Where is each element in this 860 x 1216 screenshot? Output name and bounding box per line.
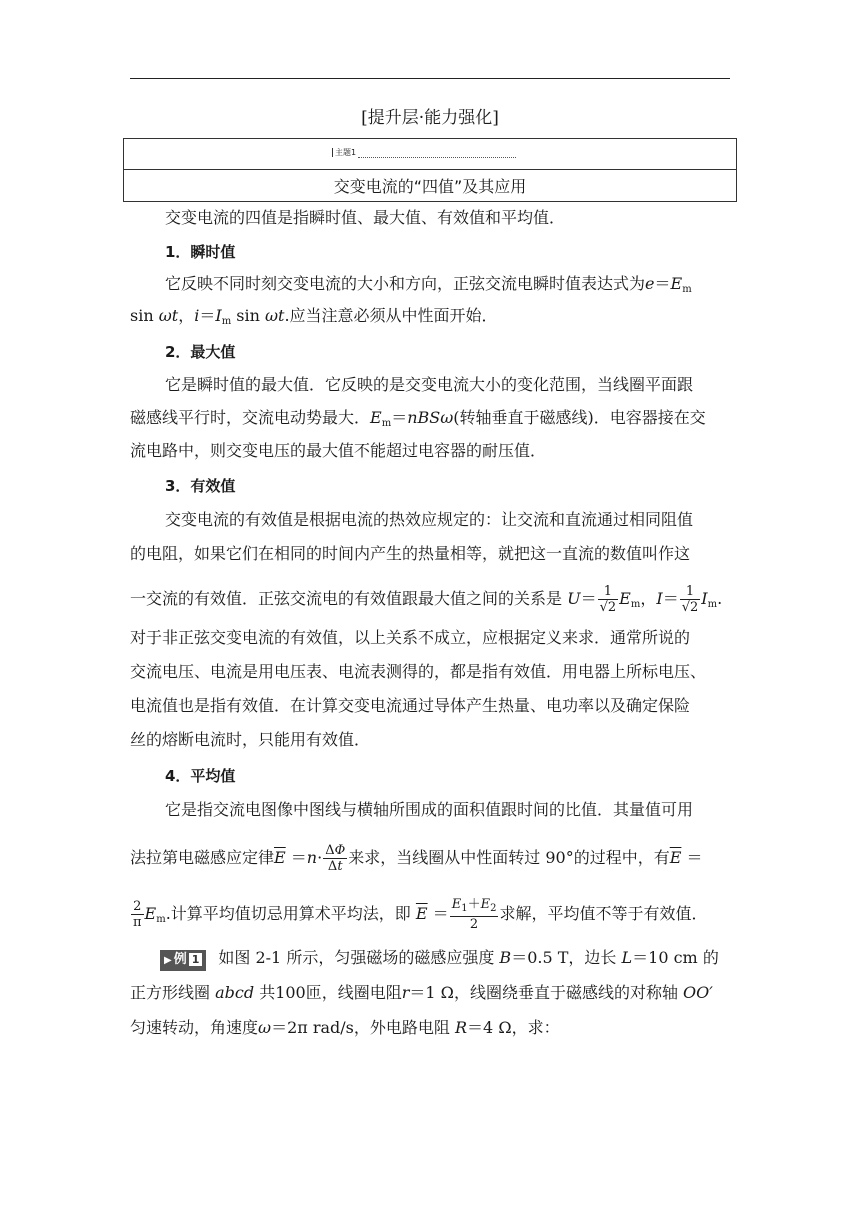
paragraph-maximum-line3: 流电路中，则交变电压的最大值不能超过电容器的耐压值． (130, 441, 547, 460)
paragraph-average-line3: $\frac{2}{\pi}$ $E_m$.计算平均值切忌用算术平均法，即 $\overline{E}$ ＝ $\frac{E_1+E_2}{2}$ 求解，平均值不等于有效值． (133, 897, 708, 932)
intro-text: 交变电流的四值是指瞬时值、最大值、有效值和平均值． (165, 208, 566, 227)
heading-maximum: 2．最大值 (165, 343, 236, 361)
topic-tag: 主题1 (332, 147, 516, 158)
topic-box (123, 138, 737, 202)
paragraph-instantaneous-line2: sin ωt，$i=I_m$ sin ωt.应当注意必须从中性面开始． (130, 306, 498, 327)
paragraph-effective-line3: 一交流的有效值．正弦交流电的有效值跟最大值之间的关系是 U＝ $\frac{1}{√2}$ $E_m$，I＝ $\frac{1}{√2}$ $I_m$. (130, 584, 723, 615)
section-title: [提升层·能力强化] (361, 108, 499, 128)
example-line1: ▶ 例 1 如图 2-1 所示，匀强磁场的磁感应强度 B＝0.5 T，边长 L＝10 cm 的 (160, 948, 719, 971)
paragraph-maximum-line2: 磁感线平行时，交流电动势最大．$E_m=nBS\omega$(转轴垂直于磁感线)．电容器接在交 (130, 408, 706, 429)
paragraph-effective-line5: 交流电压、电流是用电压表、电流表测得的，都是指有效值．用电器上所标电压、 (130, 662, 707, 681)
example-line2: 正方形线圈 abcd 共100匝，线圈电阻r＝1 Ω，线圈绕垂直于磁感线的对称轴 OO′ (130, 983, 713, 1002)
paragraph-effective-line2: 的电阻，如果它们在相同的时间内产生的热量相等，就把这一直流的数值叫作这 (130, 544, 691, 563)
heading-average: 4．平均值 (165, 767, 236, 785)
topic-title: 交变电流的“四值”及其应用 (333, 177, 527, 196)
example-badge: ▶ 例 1 (160, 950, 206, 971)
top-rule (130, 78, 730, 79)
heading-effective: 3．有效值 (165, 477, 236, 495)
paragraph-effective-line4: 对于非正弦交变电流的有效值，以上关系不成立，应根据定义来求．通常所说的 (130, 628, 691, 647)
paragraph-average-line1: 它是指交流电图像中图线与横轴所围成的面积值跟时间的比值．其量值可用 (165, 800, 694, 819)
paragraph-effective-line6: 电流值也是指有效值．在计算交变电流通过导体产生热量、电功率以及确定保险 (130, 696, 691, 715)
example-line3: 匀速转动，角速度ω＝2π rad/s，外电路电阻 R＝4 Ω，求： (130, 1018, 560, 1037)
paragraph-effective-line7: 丝的熔断电流时，只能用有效值． (130, 730, 371, 749)
paragraph-effective-line1: 交变电流的有效值是根据电流的热效应规定的：让交流和直流通过相同阻值 (165, 510, 694, 529)
paragraph-average-line2: 法拉第电磁感应定律$\overline{E} =n\cdot$ $\frac{\Delta\Phi}{\Delta t}$ 来求，当线圈从中性面转过 90°的过程中，有$\overline{E}$ ＝ (130, 843, 703, 874)
topic-divider (124, 169, 736, 170)
paragraph-instantaneous-line1: 它反映不同时刻交变电流的大小和方向，正弦交流电瞬时值表达式为$e=E_m$ (165, 274, 692, 295)
heading-instantaneous: 1．瞬时值 (165, 243, 236, 261)
paragraph-maximum-line1: 它是瞬时值的最大值．它反映的是交变电流大小的变化范围，当线圈平面跟 (165, 375, 694, 394)
